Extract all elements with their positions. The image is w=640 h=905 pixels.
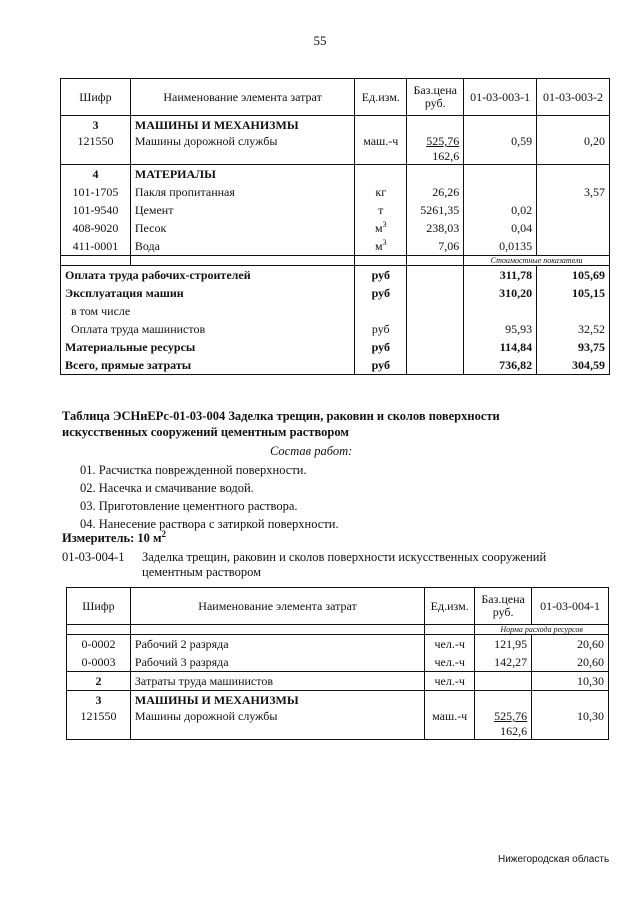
norm-code: 01-03-004-1 xyxy=(62,550,125,564)
row-unit: чел.-ч xyxy=(425,653,475,672)
list-item: 04. Нанесение раствора с затиркой поверхности. xyxy=(80,517,339,531)
table-header xyxy=(67,588,609,625)
cost-row xyxy=(61,338,610,356)
cost-unit: руб xyxy=(355,356,407,375)
row-value: 10,30 xyxy=(532,672,609,691)
header-cell: Баз.цена руб. xyxy=(475,588,532,625)
measure-unit xyxy=(62,528,167,546)
row-name: Рабочий 3 разряда xyxy=(130,653,424,672)
row-name: Песок xyxy=(130,219,354,237)
row-unit xyxy=(355,237,407,256)
row-unit: маш.-ч xyxy=(425,709,475,740)
row-unit: чел.-ч xyxy=(425,672,475,691)
table-row xyxy=(61,201,610,219)
header-cell: Шифр xyxy=(67,588,131,625)
price-value: 525,76 xyxy=(494,709,528,723)
caption-row xyxy=(61,256,610,266)
list-item: 02. Насечка и смачивание водой. xyxy=(80,481,254,495)
row-value: 0,20 xyxy=(537,134,610,165)
row-price xyxy=(407,134,464,165)
unit-text: м xyxy=(374,239,383,253)
section-row xyxy=(67,691,609,710)
unit-sup: 3 xyxy=(382,220,387,229)
cost-value: 93,75 xyxy=(537,338,610,356)
row-unit xyxy=(355,219,407,237)
row-code: 411-0001 xyxy=(61,237,131,256)
row-name: Пакля пропитанная xyxy=(130,183,354,201)
header-cell: 01-03-004-1 xyxy=(532,588,609,625)
cost-row xyxy=(61,266,610,285)
unit-text: м xyxy=(374,221,383,235)
row-name: Рабочий 2 разряда xyxy=(130,635,424,654)
row-value xyxy=(537,219,610,237)
row-name: Машины дорожной службы xyxy=(130,134,354,165)
row-code: 0-0003 xyxy=(67,653,131,672)
row-code: 408-9020 xyxy=(61,219,131,237)
cost-value: 95,93 xyxy=(464,320,537,338)
row-price: 7,06 xyxy=(407,237,464,256)
cost-name: Оплата труда машинистов xyxy=(61,320,355,338)
row-name: Машины дорожной службы xyxy=(130,709,424,740)
cost-value: 105,69 xyxy=(537,266,610,285)
cost-unit: руб xyxy=(355,320,407,338)
row-unit: чел.-ч xyxy=(425,635,475,654)
norm-caption: Норма расхода ресурсов xyxy=(475,625,609,635)
section-title: Таблица ЭСНиЕРс-01-03-004 Заделка трещин, раковин и сколов поверхности искусственных сооружений цементным раствором xyxy=(62,409,500,439)
list-item: 03. Приготовление цементного раствора. xyxy=(80,499,298,513)
row-name: Вода xyxy=(130,237,354,256)
price-value-2: 162,6 xyxy=(500,724,528,738)
row-price: 121,95 xyxy=(475,635,532,654)
row-unit: кг xyxy=(355,183,407,201)
cost-unit: руб xyxy=(355,338,407,356)
cost-row xyxy=(61,284,610,302)
measure-sup: 2 xyxy=(161,528,167,539)
cost-unit: руб xyxy=(355,266,407,285)
cost-name: Оплата труда рабочих-строителей xyxy=(61,266,355,285)
cost-value: 304,59 xyxy=(537,356,610,375)
section-number: 3 xyxy=(61,116,131,135)
table-row xyxy=(61,134,610,165)
norm-description: Заделка трещин, раковин и сколов поверхности искусственных сооружений цементным раствором xyxy=(142,550,547,579)
section-row xyxy=(61,116,610,135)
row-code: 101-1705 xyxy=(61,183,131,201)
table-row xyxy=(67,635,609,654)
cost-caption: Стоимостные показатели xyxy=(464,256,610,266)
row-name: Затраты труда машинистов xyxy=(130,672,424,691)
row-value xyxy=(464,183,537,201)
row-value xyxy=(537,237,610,256)
row-value: 0,59 xyxy=(464,134,537,165)
work-list xyxy=(80,461,339,533)
row-value: 3,57 xyxy=(537,183,610,201)
row-price: 238,03 xyxy=(407,219,464,237)
header-cell: 01-03-003-2 xyxy=(537,79,610,116)
cost-value: 736,82 xyxy=(464,356,537,375)
row-price: 142,27 xyxy=(475,653,532,672)
row-value: 20,60 xyxy=(532,635,609,654)
row-value: 10,30 xyxy=(532,709,609,740)
row-price xyxy=(475,709,532,740)
row-price: 26,26 xyxy=(407,183,464,201)
cost-value: 310,20 xyxy=(464,284,537,302)
cost-name: в том числе xyxy=(61,302,355,320)
header-cell: 01-03-003-1 xyxy=(464,79,537,116)
header-cell: Ед.изм. xyxy=(355,79,407,116)
row-code: 121550 xyxy=(67,709,131,740)
work-composition-title: Состав работ: xyxy=(270,444,353,458)
cost-value: 32,52 xyxy=(537,320,610,338)
header-cell: Наименование элемента затрат xyxy=(130,79,354,116)
list-item: 01. Расчистка поврежденной поверхности. xyxy=(80,463,307,477)
table-row xyxy=(67,653,609,672)
resource-table-1 xyxy=(60,78,610,375)
row-price: 5261,35 xyxy=(407,201,464,219)
cost-unit: руб xyxy=(355,284,407,302)
cost-value: 105,15 xyxy=(537,284,610,302)
header-cell: Шифр xyxy=(61,79,131,116)
price-value-2: 162,6 xyxy=(432,149,460,163)
row-value: 20,60 xyxy=(532,653,609,672)
table-row xyxy=(67,709,609,740)
section-number: 4 xyxy=(61,165,131,184)
header-cell: Наименование элемента затрат xyxy=(130,588,424,625)
section-number: 2 xyxy=(67,672,131,691)
section-title: МАТЕРИАЛЫ xyxy=(130,165,354,184)
row-name: Цемент xyxy=(130,201,354,219)
unit-sup: 3 xyxy=(382,238,387,247)
row-code: 101-9540 xyxy=(61,201,131,219)
header-cell: Ед.изм. xyxy=(425,588,475,625)
table-row xyxy=(67,672,609,691)
section-row xyxy=(61,165,610,184)
cost-row xyxy=(61,356,610,375)
table-row xyxy=(61,183,610,201)
section-title: МАШИНЫ И МЕХАНИЗМЫ xyxy=(130,116,354,135)
page-number: 55 xyxy=(313,33,327,48)
cost-value: 311,78 xyxy=(464,266,537,285)
row-unit: маш.-ч xyxy=(355,134,407,165)
cost-name: Эксплуатация машин xyxy=(61,284,355,302)
section-number: 3 xyxy=(67,691,131,710)
row-unit: т xyxy=(355,201,407,219)
cost-value: 114,84 xyxy=(464,338,537,356)
row-value: 0,02 xyxy=(464,201,537,219)
measure-text: Измеритель: 10 м xyxy=(62,531,162,545)
row-value: 0,04 xyxy=(464,219,537,237)
table-row xyxy=(61,237,610,256)
cost-row xyxy=(61,320,610,338)
row-value: 0,0135 xyxy=(464,237,537,256)
cost-name: Материальные ресурсы xyxy=(61,338,355,356)
table-row xyxy=(61,219,610,237)
resource-table-2 xyxy=(66,587,609,740)
header-cell: Баз.цена руб. xyxy=(407,79,464,116)
row-code: 121550 xyxy=(61,134,131,165)
price-value: 525,76 xyxy=(426,134,460,148)
footer-region: Нижегородская область xyxy=(498,854,610,865)
cost-name: Всего, прямые затраты xyxy=(61,356,355,375)
table-header xyxy=(61,79,610,116)
row-code: 0-0002 xyxy=(67,635,131,654)
row-value xyxy=(537,201,610,219)
section-title: МАШИНЫ И МЕХАНИЗМЫ xyxy=(130,691,424,710)
caption-row xyxy=(67,625,609,635)
cost-row xyxy=(61,302,610,320)
